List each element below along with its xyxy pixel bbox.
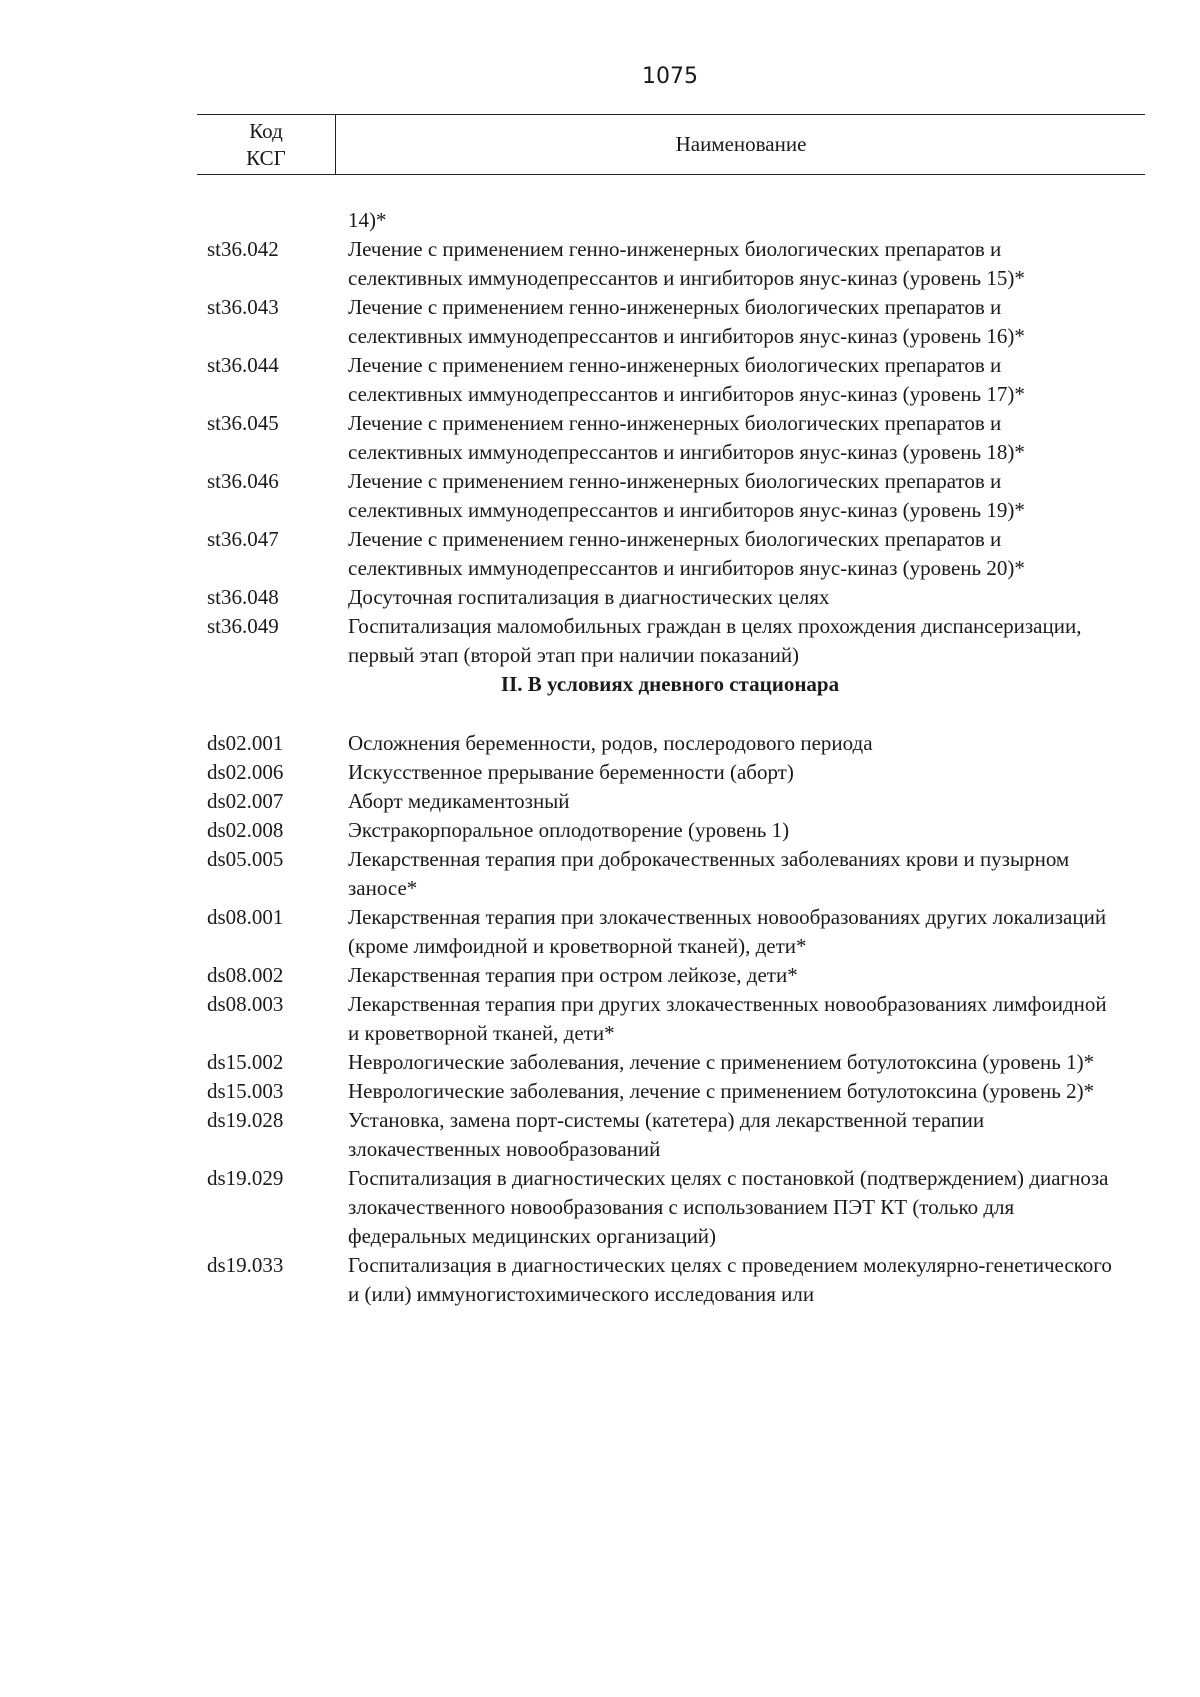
table-row (0, 409, 1200, 467)
table-row (0, 525, 1200, 583)
row-code: ds19.028 (207, 1108, 284, 1132)
row-name: Лекарственная терапия при других злокачественных новообразованиях лимфоидной и кроветворной тканей, дети* (348, 992, 1107, 1045)
table-row (0, 1251, 1200, 1309)
row-code: ds08.003 (207, 992, 284, 1016)
row-code: st36.047 (207, 527, 279, 551)
rows-inpatient (0, 206, 1200, 670)
row-name: Аборт медикаментозный (348, 789, 570, 813)
column-header-code-line1: Код (249, 118, 283, 143)
table-row (0, 990, 1200, 1048)
row-code: ds15.003 (207, 1079, 284, 1103)
table-row (0, 351, 1200, 409)
row-name: Госпитализация маломобильных граждан в целях прохождения диспансеризации, первый этап (второй этап при наличии показаний) (348, 614, 1082, 667)
section-title: II. В условиях дневного стационара (500, 672, 840, 696)
row-name: Лекарственная терапия при доброкачественных заболеваниях крови и пузырном заносе* (348, 847, 1070, 900)
column-header-code (197, 115, 336, 174)
row-code: ds08.002 (207, 963, 284, 987)
row-code: st36.045 (207, 411, 279, 435)
row-code: st36.043 (207, 295, 279, 319)
row-code: ds02.006 (207, 760, 284, 784)
row-name: Осложнения беременности, родов, послеродового периода (348, 731, 873, 755)
table-row (0, 1048, 1200, 1077)
row-name: Лечение с применением генно-инженерных биологических препаратов и селективных иммунодепрессантов и ингибиторов янус-киназ (уровень 15)* (348, 237, 1025, 290)
row-code: ds19.029 (207, 1166, 284, 1190)
row-name: Установка, замена порт-системы (катетера) для лекарственной терапии злокачественных новообразований (348, 1108, 985, 1161)
row-name: Неврологические заболевания, лечение с применением ботулотоксина (уровень 2)* (348, 1079, 1095, 1103)
table-row (0, 206, 1200, 235)
row-code: st36.046 (207, 469, 279, 493)
row-name: Лечение с применением генно-инженерных биологических препаратов и селективных иммунодепрессантов и ингибиторов янус-киназ (уровень 16)* (348, 295, 1025, 348)
row-code: ds02.007 (207, 789, 284, 813)
row-code: st36.049 (207, 614, 279, 638)
table-row (0, 787, 1200, 816)
row-name: Лекарственная терапия при злокачественных новообразованиях других локализаций (кроме лимфоидной и кроветворной тканей), дети* (348, 905, 1107, 958)
row-code: st36.044 (207, 353, 279, 377)
row-name: Лечение с применением генно-инженерных биологических препаратов и селективных иммунодепрессантов и ингибиторов янус-киназ (уровень 20)* (348, 527, 1025, 580)
row-name: Лечение с применением генно-инженерных биологических препаратов и селективных иммунодепрессантов и ингибиторов янус-киназ (уровень 17)* (348, 353, 1025, 406)
table-row (0, 1106, 1200, 1164)
row-code: ds02.008 (207, 818, 284, 842)
table-row (0, 1077, 1200, 1106)
table-row (0, 583, 1200, 612)
table-row (0, 612, 1200, 670)
table-row (0, 816, 1200, 845)
column-header-name: Наименование (675, 132, 807, 156)
row-code: ds08.001 (207, 905, 284, 929)
table-row (0, 293, 1200, 351)
row-name: 14)* (348, 208, 387, 232)
row-code: ds19.033 (207, 1253, 284, 1277)
table-row (0, 758, 1200, 787)
table-row (0, 1164, 1200, 1251)
row-code: ds15.002 (207, 1050, 284, 1074)
table-header (197, 114, 1145, 175)
table-row (0, 235, 1200, 293)
table-row (0, 467, 1200, 525)
table-row (0, 845, 1200, 903)
page-number: 1075 (642, 64, 698, 89)
row-name: Досуточная госпитализация в диагностических целях (348, 585, 830, 609)
row-name: Неврологические заболевания, лечение с применением ботулотоксина (уровень 1)* (348, 1050, 1095, 1074)
table-row (0, 903, 1200, 961)
row-code: ds05.005 (207, 847, 284, 871)
row-name: Экстракорпоральное оплодотворение (уровень 1) (348, 818, 790, 842)
rows-day-hospital (0, 729, 1200, 1309)
row-name: Госпитализация в диагностических целях с проведением молекулярно-генетического и (или) иммуногистохимического исследования или (348, 1253, 1112, 1306)
row-code: st36.042 (207, 237, 279, 261)
table-row (0, 961, 1200, 990)
row-name: Лекарственная терапия при остром лейкозе, дети* (348, 963, 798, 987)
row-name: Искусственное прерывание беременности (аборт) (348, 760, 794, 784)
table-body (0, 206, 1200, 1309)
row-name: Госпитализация в диагностических целях с постановкой (подтверждением) диагноза злокачественного новообразования с использованием ПЭТ КТ (только для федеральных медицинских организаций) (348, 1166, 1109, 1248)
row-name: Лечение с применением генно-инженерных биологических препаратов и селективных иммунодепрессантов и ингибиторов янус-киназ (уровень 19)* (348, 469, 1025, 522)
row-code: st36.048 (207, 585, 279, 609)
row-code: ds02.001 (207, 731, 284, 755)
row-name: Лечение с применением генно-инженерных биологических препаратов и селективных иммунодепрессантов и ингибиторов янус-киназ (уровень 18)* (348, 411, 1025, 464)
row-code (0, 206, 348, 235)
column-header-code-line2: КСГ (246, 145, 286, 170)
table-row (0, 729, 1200, 758)
